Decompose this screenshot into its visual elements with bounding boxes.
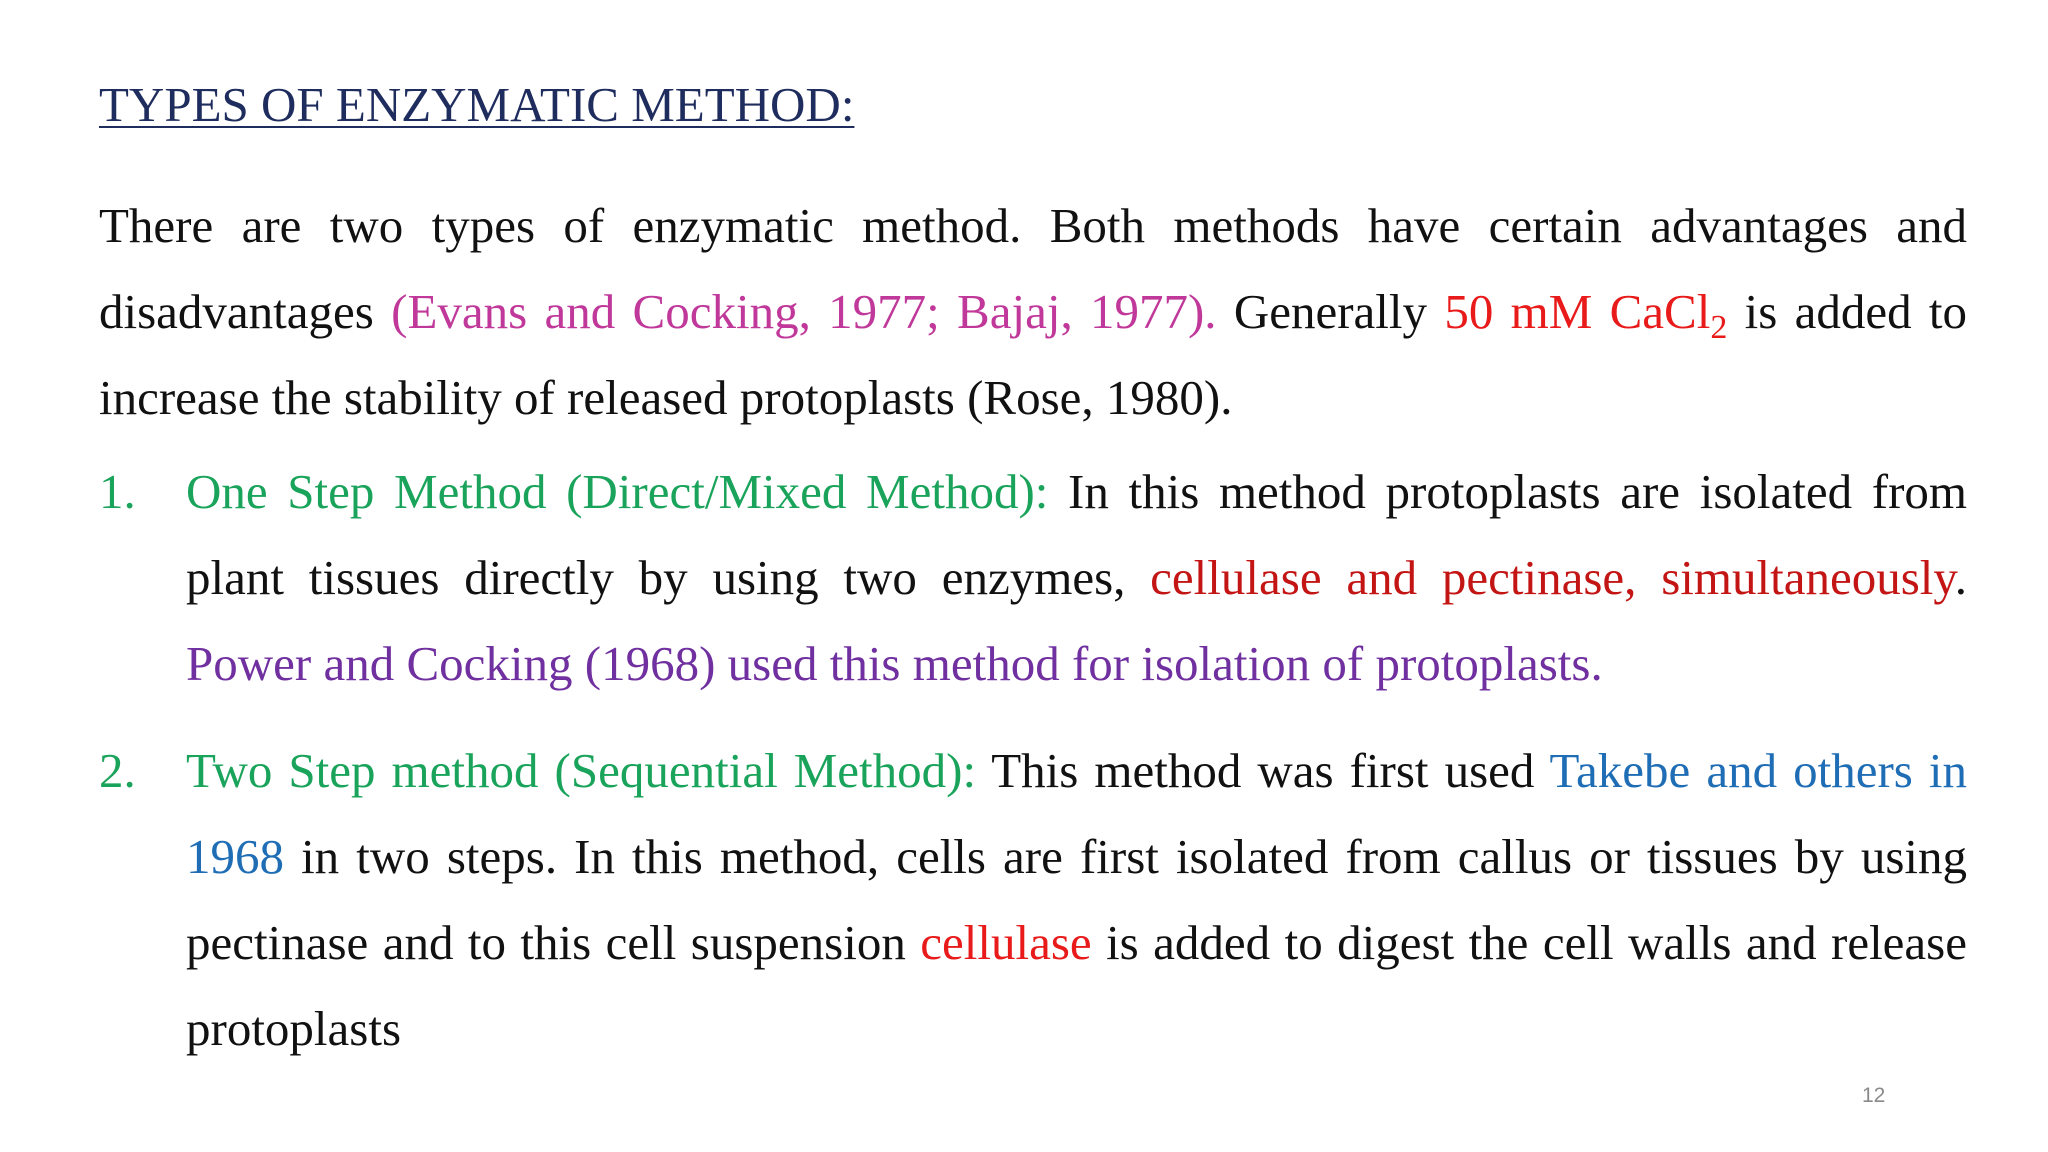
- method-text: This method was first used: [976, 743, 1550, 798]
- method-text: in two steps. In this method, cells are first isolated from callus or tissues by using pectinase and to this cell suspension: [186, 829, 1967, 970]
- method-note: Power and Cocking (1968) used this method for isolation of protoplasts.: [186, 636, 1603, 691]
- method-text: In this method protoplasts are isolated from plant tissues directly by using two enzymes,: [186, 464, 1967, 605]
- cacl-main: 50 mM CaCl: [1444, 284, 1711, 339]
- list-item-body: [186, 449, 1967, 707]
- list-item-body: [186, 728, 1967, 1072]
- list-item-one-step: [99, 449, 1967, 707]
- intro-text-3: is added to increase the stability of released protoplasts (Rose, 1980).: [99, 284, 1967, 425]
- method-heading: One Step Method (Direct/Mixed Method):: [186, 464, 1049, 519]
- intro-paragraph: [99, 183, 1967, 441]
- method-text: .: [1954, 550, 1967, 605]
- intro-citation: (Evans and Cocking, 1977; Bajaj, 1977).: [391, 284, 1217, 339]
- page-number: 12: [1862, 1084, 1886, 1107]
- method-text: is added to digest the cell walls and release protoplasts: [186, 915, 1967, 1056]
- list-item-two-step: [99, 728, 1967, 1072]
- method-citation: Takebe and others in 1968: [186, 743, 1967, 884]
- enzyme-highlight: cellulase: [920, 915, 1092, 970]
- intro-text-1: There are two types of enzymatic method. Both methods have certain advantages and disadvantages: [99, 198, 1967, 339]
- list-number: 1.: [99, 464, 136, 519]
- intro-text-2: Generally: [1216, 284, 1445, 339]
- slide-title: TYPES OF ENZYMATIC METHOD:: [99, 77, 855, 132]
- enzymes-highlight: cellulase and pectinase, simultaneously: [1150, 550, 1955, 605]
- list-number: 2.: [99, 743, 136, 798]
- cacl-subscript: 2: [1710, 309, 1728, 346]
- method-heading: Two Step method (Sequential Method):: [186, 743, 977, 798]
- cacl-concentration: [1444, 284, 1728, 346]
